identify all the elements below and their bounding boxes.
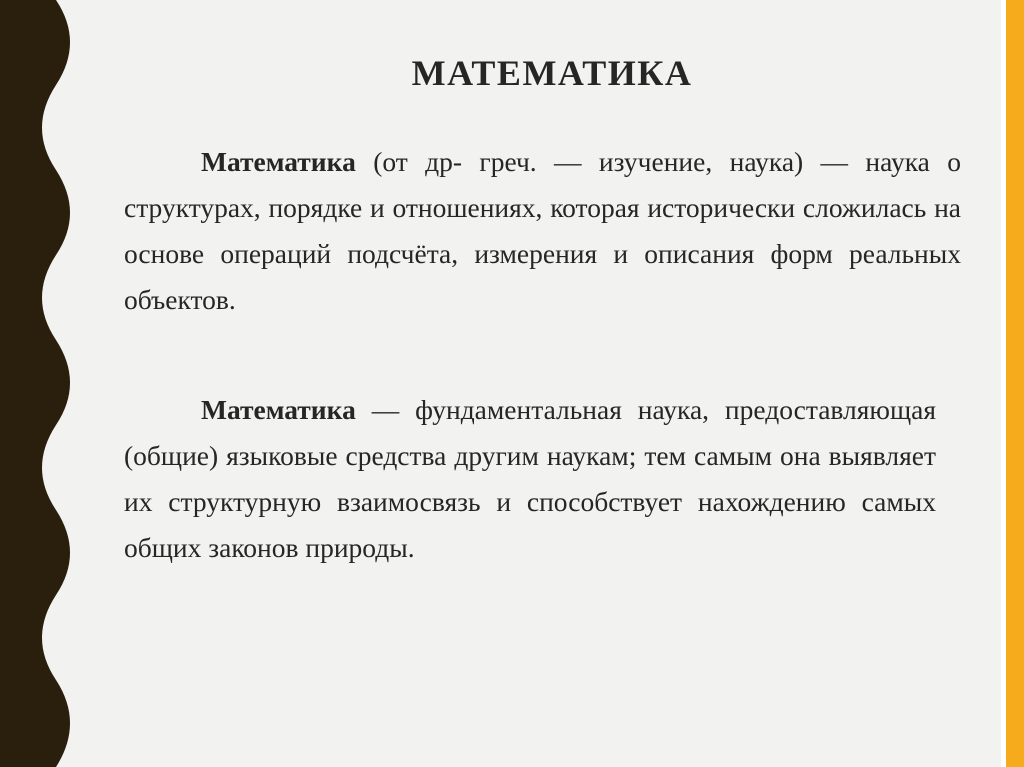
- definition-paragraph-1: [124, 139, 961, 323]
- definition-paragraph-2: [124, 387, 936, 571]
- definition-text: — фундаментальная наука, предоставляющая (общие) языковые средства другим наукам; тем самым она выявляет их структурную взаимосвязь и способствует нахождению самых общих законов природы.: [124, 394, 936, 563]
- definition-text: (от др- греч. — изучение, наука) — наука о структурах, порядке и отношениях, которая исторически сложилась на основе операций подсчёта, измерения и описания форм реальных объектов.: [124, 146, 961, 315]
- wavy-border-decoration: [0, 0, 80, 767]
- wavy-border-shape: [0, 0, 70, 767]
- definition-term: Математика: [201, 394, 356, 425]
- definition-term: Математика: [201, 146, 356, 177]
- slide-title: МАТЕМАТИКА: [411, 53, 693, 93]
- accent-bar: [1006, 0, 1024, 767]
